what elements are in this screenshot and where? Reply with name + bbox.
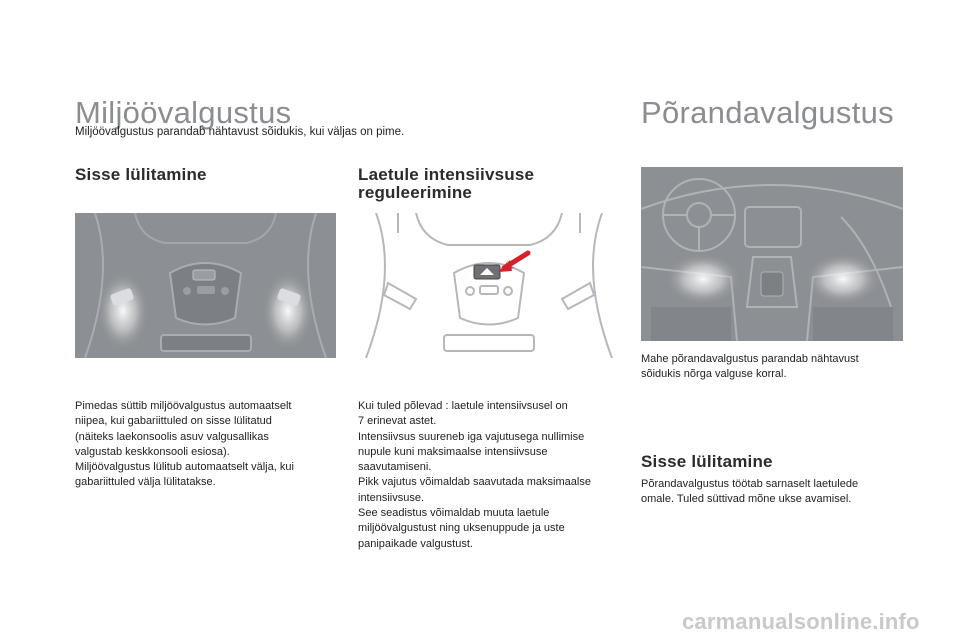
text-line: Mahe põrandavalgustus parandab nähtavust	[641, 353, 859, 365]
text-line: Pimedas süttib miljöövalgustus automaatselt	[75, 400, 292, 412]
heading-line: Laetule intensiivsuse	[358, 165, 535, 184]
text-line: Kui tuled põlevad : laetule intensiivsusel on	[358, 400, 568, 412]
text-line: Põrandavalgustus töötab sarnaselt laetulede	[641, 478, 859, 490]
text-line: panipaikade valgustust.	[358, 537, 473, 550]
text-line: omale. Tuled süttivad mõne ukse avamisel.	[641, 493, 852, 506]
text-line: 7 erinevat astet.	[358, 415, 437, 428]
text-line: saavutamiseni.	[358, 461, 432, 474]
watermark-text: carmanualsonline.info	[682, 609, 920, 634]
heading-line: reguleerimine	[358, 183, 473, 202]
text-line: nupule kuni maksimaalse intensiivsuse	[358, 445, 548, 458]
intro-text: Miljöövalgustus parandab nähtavust sõidukis, kui väljas on pime.	[75, 126, 405, 138]
ambient-lighting-illustration	[75, 213, 336, 358]
text-line: Miljöövalgustus lülitub automaatselt välja, kui	[75, 461, 294, 474]
section-dome-intensity-text	[358, 399, 591, 552]
dome-light-illustration	[358, 213, 620, 358]
page-title-left: Miljöövalgustus	[75, 95, 292, 130]
section-heading-switch-on: Sisse lülitamine	[75, 165, 207, 184]
text-line: miljöövalgustust ning uksenuppude ja uste	[358, 522, 565, 535]
page-title-right: Põrandavalgustus	[641, 95, 894, 130]
section-footwell-switch-on-text	[641, 477, 858, 508]
text-line: intensiivsuse.	[358, 491, 425, 504]
text-line: gabariittuled välja lülitatakse.	[75, 476, 216, 489]
text-line: Pikk vajutus võimaldab saavutada maksimaalse	[358, 476, 591, 489]
section-heading-dome-intensity	[358, 166, 534, 202]
text-line: (näiteks laekonsoolis asuv valgusallikas	[75, 430, 269, 443]
text-line: niipea, kui gabariittuled on sisse lülitatud	[75, 415, 272, 428]
footwell-lighting-illustration	[641, 167, 903, 341]
text-line: See seadistus võimaldab muuta laetule	[358, 507, 550, 520]
section-heading-footwell-switch-on: Sisse lülitamine	[641, 452, 773, 471]
text-line: Intensiivsus suureneb iga vajutusega nullimise	[358, 430, 585, 443]
section-switch-on-text	[75, 399, 294, 491]
text-line: sõidukis nõrga valguse korral.	[641, 368, 787, 381]
text-line: valgustab keskkonsooli esiosa).	[75, 445, 230, 458]
footwell-caption	[641, 352, 859, 383]
